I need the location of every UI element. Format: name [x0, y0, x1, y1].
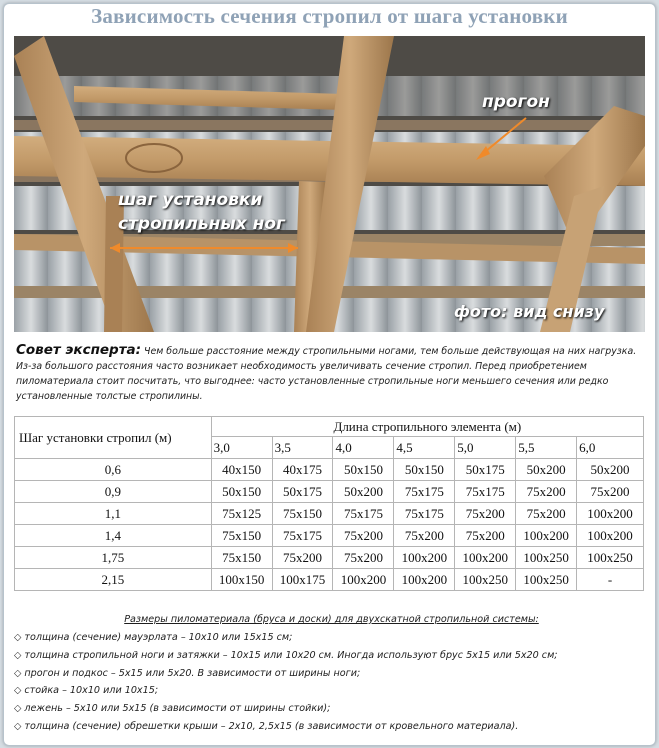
table-row	[15, 481, 644, 503]
list-item-text: толщина (сечение) мауэрлата – 10x10 или 15x15 см;	[24, 632, 293, 643]
section-cell: 75x175	[394, 481, 455, 503]
step-cell: 0,9	[15, 481, 212, 503]
section-cell: 40x150	[211, 459, 272, 481]
step-cell: 1,4	[15, 525, 212, 547]
section-cell: 100x200	[516, 525, 577, 547]
roof-photo-illustration	[14, 36, 645, 332]
section-cell: 100x250	[455, 569, 516, 591]
section-cell: 100x200	[394, 547, 455, 569]
lumber-sizes-notes	[14, 611, 649, 736]
rafter-section-table	[14, 416, 644, 591]
list-item	[14, 718, 649, 736]
table-row	[15, 503, 644, 525]
diamond-bullet-icon: ◇	[14, 720, 22, 732]
diamond-bullet-icon: ◇	[14, 649, 22, 661]
table-row	[15, 547, 644, 569]
expert-advice	[16, 343, 641, 404]
list-item-text: лежень – 5x10 или 5x15 (в зависимости от ширины стойки);	[24, 703, 331, 715]
diamond-bullet-icon: ◇	[14, 632, 22, 643]
list-item-text: прогон и подкос – 5x15 или 5x20. В зависимости от ширины ноги;	[24, 667, 361, 679]
list-item	[14, 682, 649, 700]
section-cell: 75x175	[394, 503, 455, 525]
list-item	[14, 647, 649, 665]
section-cell: 50x200	[333, 481, 394, 503]
photo-view-label: фото: вид снизу	[454, 302, 605, 321]
section-cell: 75x200	[516, 503, 577, 525]
section-cell: 40x175	[272, 459, 333, 481]
diamond-bullet-icon: ◇	[14, 685, 22, 697]
table-row	[15, 525, 644, 547]
section-cell: 100x150	[211, 569, 272, 591]
section-cell: 50x150	[394, 459, 455, 481]
section-cell: 75x200	[577, 481, 644, 503]
section-cell: 75x175	[272, 525, 333, 547]
section-cell: 50x200	[516, 459, 577, 481]
section-cell: 50x200	[577, 459, 644, 481]
step-cell: 0,6	[15, 459, 212, 481]
section-cell: 75x150	[272, 503, 333, 525]
section-cell: 50x150	[211, 481, 272, 503]
section-cell: 100x200	[455, 547, 516, 569]
length-column-header: Длина стропильного элемента (м)	[211, 417, 643, 437]
length-header-cell: 6,0	[577, 437, 644, 459]
section-cell: 100x250	[516, 547, 577, 569]
section-cell: 75x200	[516, 481, 577, 503]
section-cell: 75x200	[272, 547, 333, 569]
list-item-text: толщина (сечение) обрешетки крыши – 2x10, 2,5x15 (в зависимости от кровельного материала).	[24, 720, 519, 732]
step-cell: 2,15	[15, 569, 212, 591]
length-header-cell: 5,5	[516, 437, 577, 459]
roof-photo	[14, 36, 645, 332]
expert-advice-heading: Совет эксперта:	[16, 342, 142, 358]
section-cell: 75x125	[211, 503, 272, 525]
section-cell: 75x150	[211, 547, 272, 569]
length-header-cell: 4,5	[394, 437, 455, 459]
section-cell: 75x200	[333, 547, 394, 569]
section-cell: 75x200	[455, 525, 516, 547]
section-cell: 50x175	[455, 459, 516, 481]
section-cell: 75x175	[333, 503, 394, 525]
section-cell: 100x175	[272, 569, 333, 591]
diamond-bullet-icon: ◇	[14, 703, 22, 715]
section-cell: 100x250	[577, 547, 644, 569]
section-cell: 100x200	[577, 503, 644, 525]
section-cell: 100x250	[516, 569, 577, 591]
rafter-step-label-line1: шаг установки	[118, 190, 263, 210]
step-cell: 1,1	[15, 503, 212, 525]
table-row	[15, 459, 644, 481]
purlin-label: прогон	[482, 92, 550, 112]
length-header-cell: 3,5	[272, 437, 333, 459]
section-cell: 100x200	[577, 525, 644, 547]
section-cell: 75x150	[211, 525, 272, 547]
length-header-cell: 3,0	[211, 437, 272, 459]
step-cell: 1,75	[15, 547, 212, 569]
section-cell: -	[577, 569, 644, 591]
list-item	[14, 665, 649, 683]
section-cell: 75x175	[455, 481, 516, 503]
notes-heading: Размеры пиломатериала (бруса и доски) для двухскатной стропильной системы:	[124, 614, 539, 625]
list-item-text: стойка – 10x10 или 10x15;	[24, 685, 159, 697]
section-cell: 75x200	[455, 503, 516, 525]
rafter-step-label-line2: стропильных ног	[118, 214, 285, 234]
list-item	[14, 700, 649, 718]
section-cell: 75x200	[333, 525, 394, 547]
section-cell: 100x200	[333, 569, 394, 591]
section-cell: 100x200	[394, 569, 455, 591]
length-header-cell: 5,0	[455, 437, 516, 459]
expert-advice-text: Чем больше расстояние между стропильными ногами, тем больше действующая на них нагрузка. Из-за большого расстояния часто возникает необходимость увеличивать сечение стропил. Перед приобретением пиломатериала стоит посчитать, что выгоднее: часто установленные стропильные ноги меньшего сечения или редко установленные толстые стропилины.	[16, 346, 637, 402]
step-column-header: Шаг установки стропил (м)	[15, 417, 212, 459]
list-item-text: толщина стропильной ноги и затяжки – 10x15 или 10x20 см. Иногда используют брус 5x15 или 5x20 см;	[24, 649, 558, 661]
page-title: Зависимость сечения стропил от шага установки	[91, 4, 568, 28]
section-cell: 75x200	[394, 525, 455, 547]
section-cell: 50x175	[272, 481, 333, 503]
table-row	[15, 569, 644, 591]
diamond-bullet-icon: ◇	[14, 667, 22, 679]
section-cell: 50x150	[333, 459, 394, 481]
list-item	[14, 629, 649, 647]
length-header-cell: 4,0	[333, 437, 394, 459]
